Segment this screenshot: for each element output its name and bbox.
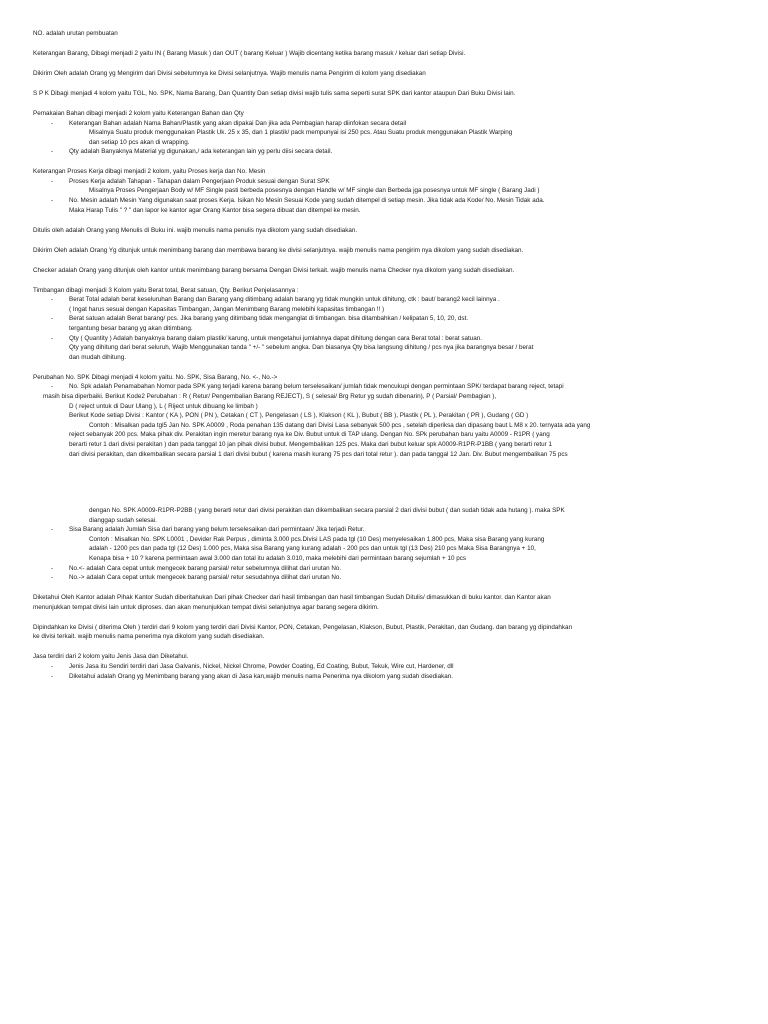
list-item: [33, 196, 741, 206]
bullet-dash: -: [51, 662, 54, 670]
list-item-text: Qty ( Quantity ) Adalah banyaknya barang dalam plastik/ karung, untuk mengetahui jumlahnya dapat dihitung dengan cara Berat total : berat satuan.: [69, 334, 483, 342]
list-item-text: Qty adalah Banyaknya Material yg digunakan,/ ada keterangan lain yg perlu diisi secara detail.: [69, 148, 333, 156]
continuation-text: Berikut Kode setiap Divisi : Kantor ( KA ), PON ( PN ), Cetakan ( CT ), Pengelasan ( LS ), Klakson ( KL ), Bubut ( BB ), Plastik ( PL ), Perakitan ( PR ), Gudang ( GD ): [69, 412, 529, 420]
bullet-dash: -: [51, 315, 54, 323]
bullet-dash: -: [51, 119, 54, 127]
heading-jasa: Jasa terdiri dari 2 kolom yaitu Jenis Jasa dan Diketahui.: [33, 653, 189, 661]
list-item: [33, 525, 741, 535]
list-item-text: No. Spk adalah Penamabahan Nomor pada SPK yang terjadi karena barang belum terselesaikan/ jumlah tidak mencukupi dengan permintaan SPK/ terdapat barang reject, tetapi: [69, 383, 564, 391]
list-item: [33, 334, 741, 344]
continuation-text: ( Ingat harus sesuai dengan Kapasitas Timbangan, Jangan Menimbang Barang melebihi kapasitas timbangan !! ): [69, 305, 385, 313]
continuation-text: masih bisa diperbaiki. Berikut Kode2 Perubahan : R ( Retur/ Pengembalian Barang REJECT), S ( selesai/ Brg Retur yg sudah dibenarin), P ( Parsial/ Pembagian ),: [43, 392, 497, 400]
document-body: [33, 29, 741, 681]
list-item-text: Berat satuan adalah Berat barang/ pcs. Jika barang yang ditimbang tidak menganglat di timbangan. bisa ditambahkan / kelipatan 5, 10, 20, dst.: [69, 315, 469, 323]
list-item: [33, 662, 741, 672]
heading-pemakaian-bahan: Pemakaian Bahan dibagi menjadi 2 kolom yaitu Keterangan Bahan dan Qty: [33, 109, 244, 117]
continuation-text: reject sebanyak 200 pcs. Maka pihak div. Perakitan ingin meretur barang nya ke Div. Bubut untuk di TAP ulang. Dengan No. SPk perubahan baru yaitu A0009 - R1PR ( yang: [69, 431, 550, 439]
bullet-dash: -: [51, 383, 54, 391]
example-text: Contoh : Misalkan No. SPK L0001 , Devider Rak Perpus , diminta 3.000 pcs.Divisi LAS pada tgl (10 Des) menyelesaikan 1.800 pcs, Maka sisa Barang yang kurang: [89, 535, 545, 543]
bullet-dash: -: [51, 197, 54, 205]
list-item-text: Berat Total adalah berat keseluruhan Barang dan Barang yang ditimbang adalah barang yg tidak mungkin untuk dihitung, ctk : baut/ barang2 kecil lainnya .: [69, 296, 500, 304]
paragraph-spk: S P K Dibagi menjadi 4 kolom yaitu TGL, No. SPK, Nama Barang, Dan Quantity Dan setiap divisi wajib tulis sama seperti surat SPK dari kantor ataupun Dari Buku Divisi lain.: [33, 89, 516, 97]
list-item: [33, 295, 741, 305]
continuation-text: dengan No. SPK A0009-R1PR-P2BB ( yang berarti retur dari divisi perakitan dan dikembalikan secara parsial 2 dari divisi bubut ( dan sudah tidak ada hutang ). maka SPK: [89, 507, 565, 515]
list-item: [33, 314, 741, 324]
continuation-text: dari divisi perakitan, dan dikembalikan secara parsial 1 dari divisi bubut ( karena masih kurang 75 pcs dari total retur ). dan pada tanggal 12 Jan. Div. Bubut mengembalikan 75 pcs: [69, 450, 568, 458]
list-item: [33, 573, 741, 583]
bullet-dash: -: [51, 148, 54, 156]
list-item-text: Diketahui adalah Orang yg Menimbang barang yang akan di Jasa kan,wajib menulis nama Penerima nya dikolom yang sudah disediakan.: [69, 672, 453, 680]
continuation-text: dianggap sudah selesai.: [89, 516, 157, 524]
list-item-text: Jenis Jasa itu Sendiri terdiri dari Jasa Galvanis, Nickel, Nickel Chrome, Powder Coating, Ed Coating, Bubut, Tekuk, Wire cut, Hardener, dll: [69, 662, 454, 670]
heading-timbangan: Timbangan dibagi menjadi 3 Kolom yaitu Berat total, Berat satuan, Qty. Berikut Penjelasannya :: [33, 286, 299, 294]
list-item-text: No.<- adalah Cara cepat untuk mengecek barang parsial/ retur sebelumnya dilihat dari urutan No.: [69, 564, 342, 572]
paragraph-keterangan-barang: Keterangan Barang, Dibagi menjadi 2 yaitu IN ( Barang Masuk ) dan OUT ( barang Keluar ) Wajib dicentang ketika barang masuk / keluar dari setiap Divisi.: [33, 49, 466, 57]
bullet-dash: -: [51, 334, 54, 342]
paragraph-no: NO. adalah urutan pembuatan: [33, 30, 118, 37]
list-item-text: No.-> adalah Cara cepat untuk mengecek barang parsial/ retur sesudahnya dilihat dari urutan No.: [69, 574, 342, 582]
continuation-text: berarti retur 1 dari divisi perakitan ) dan pada tanggal 10 jan pihak divisi bubut. Mengembalikan 125 pcs. Maka dari bubut keluar spk A0009-R1PR-P1BB ( yang berarti retur 1: [69, 440, 553, 448]
list-item: [33, 177, 741, 187]
list-item-text: No. Mesin adalah Mesin Yang digunakan saat proses Kerja. Isikan No Mesin Sesuai Kode yang sudah ditempel di setiap mesin. Jika tidak ada Kode/ No. Mesin Tidak ada.: [69, 197, 545, 205]
list-item-text: Sisa Barang adalah Jumlah Sisa dari barang yang belum terselesaikan dari permintaan/ Jika terjadi Retur.: [69, 526, 365, 534]
list-item: [33, 672, 741, 682]
heading-proses-kerja: Keterangan Proses Kerja dibagi menjadi 2 kolom, yaitu Proses kerja dan No. Mesin: [33, 168, 266, 176]
example-text: adalah - 1200 pcs dan pada tgl (12 Des) 1.000 pcs, Maka sisa Barang yang kurang adalah - 200 pcs dan untuk tgl (13 Des) 210 pcs Maka Sisa Barangnya + 10,: [89, 545, 536, 553]
bullet-dash: -: [51, 672, 54, 680]
continuation-text: D ( reject untuk di Daur Ulang ), L ( Riject untuk dibuang ke limbah ): [69, 402, 258, 410]
list-item-text: Proses Kerja adalah Tahapan - Tahapan dalam Pengerjaan Produk sesuai dengan Surat SPK: [69, 177, 330, 185]
paragraph-diketahui-kantor: Diketahui Oleh Kantor adalah Pihak Kantor Sudah diberitahukan Dari pihak Checker dari hasil timbangan dan hasil timbangan Sudah Ditulis/ dimasukkan di buku kantor. dan Kantor akan: [33, 594, 551, 602]
paragraph-dipindahkan: Dipindahkan ke Divisi ( diterima Oleh ) terdiri dari 9 kolom yang terdiri dari Divisi Kantor, PON, Cetakan, Pengelasan, Klakson, Bubut, Plastik, Perakitan, dan Gudang. dan barang yg dipindahkan: [33, 623, 573, 631]
list-item: [33, 564, 741, 574]
example-text: dan setiap 10 pcs akan di wrapping.: [89, 138, 190, 146]
list-item: [33, 147, 741, 157]
list-item: [33, 382, 741, 392]
continuation-text: tergantung besar barang yg akan ditimbang.: [69, 324, 193, 332]
bullet-dash: -: [51, 296, 54, 304]
bullet-dash: -: [51, 177, 54, 185]
list-item: [33, 119, 741, 129]
paragraph-checker: Checker adalah Orang yang ditunjuk oleh kantor untuk menimbang barang bersama Dengan Divisi terkait. wajib menulis nama Checker nya dikolom yang sudah disediakan.: [33, 266, 515, 274]
example-text: Contoh : Misalkan pada tgl5 Jan No. SPK A0009 , Roda penahan 135 datang dari Divisi Lasa sebanyak 500 pcs , setelah diperiksa dan dipasang baut L M8 x 20. ternyata ada yang: [89, 421, 591, 429]
paragraph-ditulis-oleh: Ditulis oleh adalah Orang yang Menulis di Buku ini. wajib menulis nama penulis nya dikolom yang sudah disediakan.: [33, 226, 358, 234]
example-text: Kenapa bisa + 10 ? karena permintaan awal 3.000 dan total itu adalah 3.010, maka melebihi dari permintaan barang sejumlah + 10 pcs: [89, 555, 467, 563]
list-item-text: Keterangan Bahan adalah Nama Bahan/Plastik yang akan dipakai Dan jika ada Pembagian harap diinfokan secara detail: [69, 119, 407, 127]
continuation-text: Maka Harap Tulis " ? " dan lapor ke kantor agar Orang Kantor bisa segera dibuat dan ditempel ke mesin.: [69, 206, 361, 214]
continuation-text: dan mudah dihitung.: [69, 353, 127, 361]
bullet-dash: -: [51, 564, 54, 572]
bullet-dash: -: [51, 526, 54, 534]
paragraph-dikirim-oleh-2: Dikirim Oleh adalah Orang Yg ditunjuk untuk menimbang barang dan membawa barang ke divisi selanjutnya. wajib menulis nama pengirim nya dikolom yang sudah disediakan.: [33, 246, 524, 254]
continuation-text: Qty yang dihitung dari berat seluruh, Wajib Menggunakan tanda " +/- " sebelum angka. Dan biasanya Qty bisa langsung dihitung / pcs nya jika barangnya besar / berat: [69, 344, 534, 352]
example-text: Misalnya Proses Pengerjaan Body w/ MF Single pasti berbeda posesnya dengan Handle w/ MF single dan Berbeda jga posesnya untuk MF single ( Barang Jadi ): [89, 187, 540, 195]
paragraph-dipindahkan-cont: ke divisi terkait. wajib menulis nama penerima nya dikolom yang sudah disediakan.: [33, 633, 265, 641]
heading-perubahan-spk: Perubahan No. SPK Dibagi menjadi 4 kolom yaitu. No. SPK, Sisa Barang, No. <-, No.->: [33, 373, 278, 381]
bullet-dash: -: [51, 574, 54, 582]
example-text: Misalnya Suatu produk menggunakan Plastik Uk. 25 x 35, dan 1 plastik/ pack mempunyai isi 250 pcs. Atau Suatu produk menggunakan Plastik Warping: [89, 129, 513, 137]
paragraph-diketahui-kantor-cont: menunjukkan tempat divisi lain untuk diproses. dan akan menunjukkan tempat divisi selanjutnya agar barang segera dikirim.: [33, 603, 379, 611]
paragraph-dikirim-oleh: Dikirim Oleh adalah Orang yg Mengirim dari Divisi sebelumnya ke Divisi selanjutnya. Wajib menulis nama Pengirim di kolom yang disediakan: [33, 69, 426, 77]
